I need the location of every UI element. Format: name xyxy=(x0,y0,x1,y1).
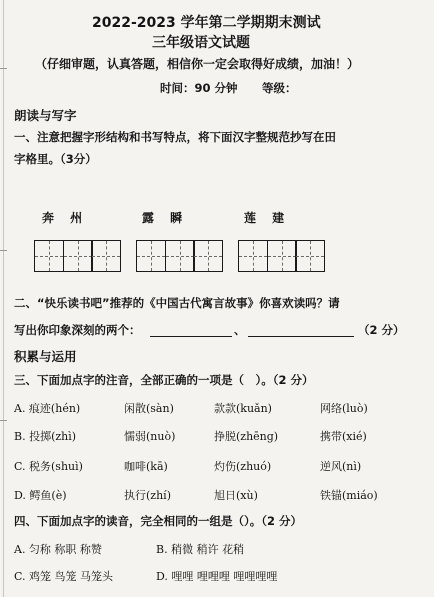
q4-option-d: D. 哩哩 哩哩哩 哩哩哩哩 xyxy=(156,570,278,583)
tianzige-cell[interactable] xyxy=(267,240,297,272)
question-4-title: 四、下面加点字的读音，完全相同的一组是（）。（2 分） xyxy=(14,514,303,528)
tianzige-cell[interactable] xyxy=(63,240,93,272)
copy-word-1: 奔 州 xyxy=(42,211,89,225)
q3-option-d-2: 执行(zhí) xyxy=(124,489,171,502)
binding-mark xyxy=(0,420,7,421)
section-title-accumulation: 积累与运用 xyxy=(14,349,77,364)
q3-option-a-3: 款款(kuǎn) xyxy=(214,402,272,415)
copy-word-2: 露 瞬 xyxy=(142,211,189,225)
q3-option-c-4: 逆风(nì) xyxy=(320,460,362,473)
exam-time: 时间：90 分钟 xyxy=(160,81,238,95)
tianzige-cell[interactable] xyxy=(34,240,64,272)
q3-option-d-1: D. 鳄鱼(è) xyxy=(14,489,67,502)
question-2-score: （2 分） xyxy=(358,323,405,337)
q3-option-a-1: A. 痕迹(hén) xyxy=(14,402,81,415)
exam-motto: （仔细审题，认真答题，相信你一定会取得好成绩，加油！） xyxy=(35,57,360,71)
question-2-prefix: 写出你印象深刻的两个： xyxy=(14,323,141,337)
tianzige-grid-3[interactable] xyxy=(238,240,324,272)
q3-option-a-2: 闲散(sàn) xyxy=(124,402,174,415)
tianzige-cell[interactable] xyxy=(165,240,195,272)
q3-option-c-3: 灼伤(zhuó) xyxy=(214,460,272,473)
tianzige-cell[interactable] xyxy=(136,240,166,272)
binding-mark xyxy=(0,250,7,251)
q3-option-c-2: 咖啡(kā) xyxy=(124,460,168,473)
grade-label: 等级： xyxy=(262,81,297,95)
tianzige-cell[interactable] xyxy=(295,240,325,272)
q4-option-a: A. 匀称 称职 称赞 xyxy=(14,543,102,556)
answer-blank-1[interactable] xyxy=(150,336,232,337)
tianzige-cell[interactable] xyxy=(193,240,223,272)
q3-option-c-1: C. 税务(shuì) xyxy=(14,460,83,473)
binding-mark xyxy=(0,68,7,69)
q4-option-b: B. 稍微 稍许 花稍 xyxy=(156,543,245,556)
tianzige-cell[interactable] xyxy=(91,240,121,272)
answer-separator: 、 xyxy=(234,323,246,337)
q3-option-b-4: 携带(xié) xyxy=(320,430,367,443)
q3-option-b-1: B. 投掷(zhì) xyxy=(14,430,77,443)
question-1-line-2: 字格里。（3分） xyxy=(14,152,97,166)
copy-word-3: 莲 建 xyxy=(244,211,291,225)
q4-option-c: C. 鸡笼 鸟笼 马笼头 xyxy=(14,570,114,583)
question-1-line-1: 一、注意把握字形结构和书写特点，将下面汉字整规范抄写在田 xyxy=(14,130,336,144)
exam-title: 2022-2023 学年第二学期期末测试 xyxy=(92,15,321,31)
tianzige-grid-1[interactable] xyxy=(34,240,120,272)
tianzige-grid-2[interactable] xyxy=(136,240,222,272)
tianzige-cell[interactable] xyxy=(238,240,268,272)
question-2-line-1: 二、“快乐读书吧”推荐的《中国古代寓言故事》你喜欢读吗？请 xyxy=(14,296,340,310)
binding-margin-line xyxy=(3,0,4,597)
section-title-reading-writing: 朗读与写字 xyxy=(14,108,77,123)
question-3-title: 三、下面加点字的注音，全部正确的一项是（ ）。（2 分） xyxy=(14,373,314,387)
q3-option-b-2: 懦弱(nuò) xyxy=(124,430,176,443)
answer-blank-2[interactable] xyxy=(248,336,354,337)
q3-option-d-4: 铁锚(miáo) xyxy=(320,489,378,502)
q3-option-d-3: 旭日(xù) xyxy=(214,489,258,502)
exam-subtitle: 三年级语文试题 xyxy=(152,35,250,51)
q3-option-a-4: 网络(luò) xyxy=(320,402,368,415)
q3-option-b-3: 挣脱(zhēng) xyxy=(214,430,279,443)
